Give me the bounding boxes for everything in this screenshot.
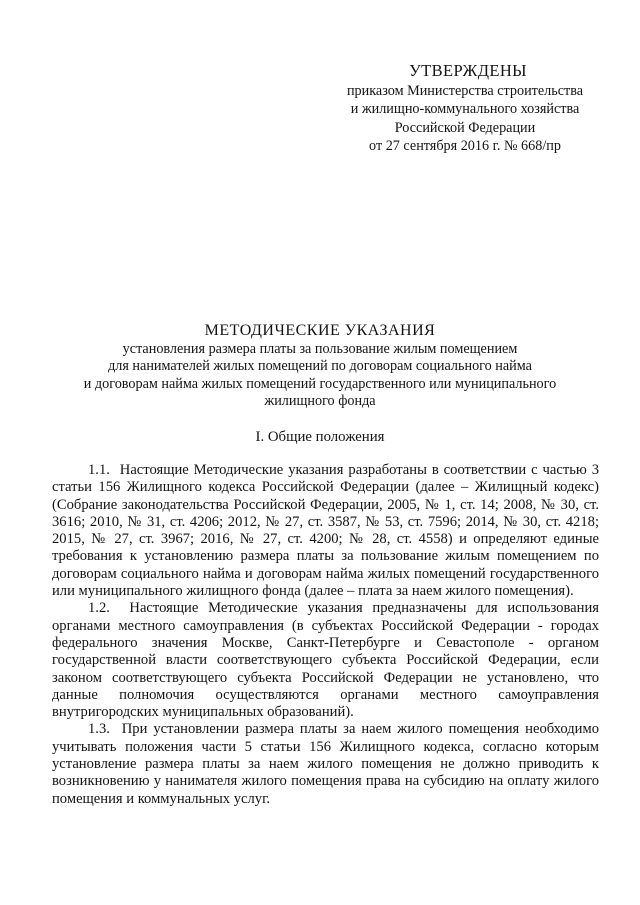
body-text — [52, 462, 599, 808]
section-title: I. Общие положения — [255, 429, 385, 445]
paragraph-1-1: 1.1. Настоящие Методические указания разработаны в соответствии с частью 3 статьи 156 Жилищного кодекса Российской Федерации (далее – Жилищный кодекс) (Собрание законодательства Российской Федерации, 2005, № 1, ст. 14; 2008, № 30, ст. 3616; 2010, № 31, ст. 4206; 2012, № 27, ст. 3587, № 53, ст. 7596; 2014, № 30, ст. 4218; 2015, № 27, ст. 3967; 2016, № 27, ст. 4200; № 28, ст. 4558) и определяют единые требования к установлению размера платы за пользование жилым помещением по договорам социального найма и договорам найма жилых помещений государственного или муниципального жилищного фонда (далее – плата за наем жилого помещения). — [52, 462, 599, 600]
paragraph-1-3: 1.3. При установлении размера платы за наем жилого помещения необходимо учитывать положения части 5 статьи 156 Жилищного кодекса, согласно которым установление размера платы за наем жилого помещения не должно приводить к возникновению у нанимателя жилого помещения права на субсидию на оплату жилого помещения и коммунальных услуг. — [52, 721, 599, 807]
approval-block — [330, 62, 600, 155]
document-title: МЕТОДИЧЕСКИЕ УКАЗАНИЯ — [204, 322, 436, 339]
approval-line: Российской Федерации — [394, 119, 536, 136]
document-subtitle-line: и договорам найма жилых помещений государственного или муниципального — [83, 375, 557, 392]
approval-title: УТВЕРЖДЕНЫ — [409, 61, 527, 80]
document-heading — [40, 322, 600, 411]
document-subtitle-line: для нанимателей жилых помещений по договорам социального найма — [108, 358, 532, 375]
approval-line: и жилищно-коммунального хозяйства — [350, 101, 580, 118]
document-subtitle-line: установления размера платы за пользование жилым помещением — [122, 340, 518, 357]
document-subtitle-line: жилищного фонда — [264, 393, 376, 410]
approval-date-line: от 27 сентября 2016 г. № 668/пр — [369, 137, 561, 154]
paragraph-1-2: 1.2. Настоящие Методические указания предназначены для использования органами местного самоуправления (в субъектах Российской Федерации - городах федерального значения Москве, Санкт-Петербурге и Севастополе - органом государственной власти соответствующего субъекта Российской Федерации, если законом соответствующего субъекта Российской Федерации не установлено, что данные полномочия осуществляются органами местного самоуправления внутригородских муниципальных образований). — [52, 600, 599, 721]
approval-line: приказом Министерства строительства — [346, 83, 584, 100]
